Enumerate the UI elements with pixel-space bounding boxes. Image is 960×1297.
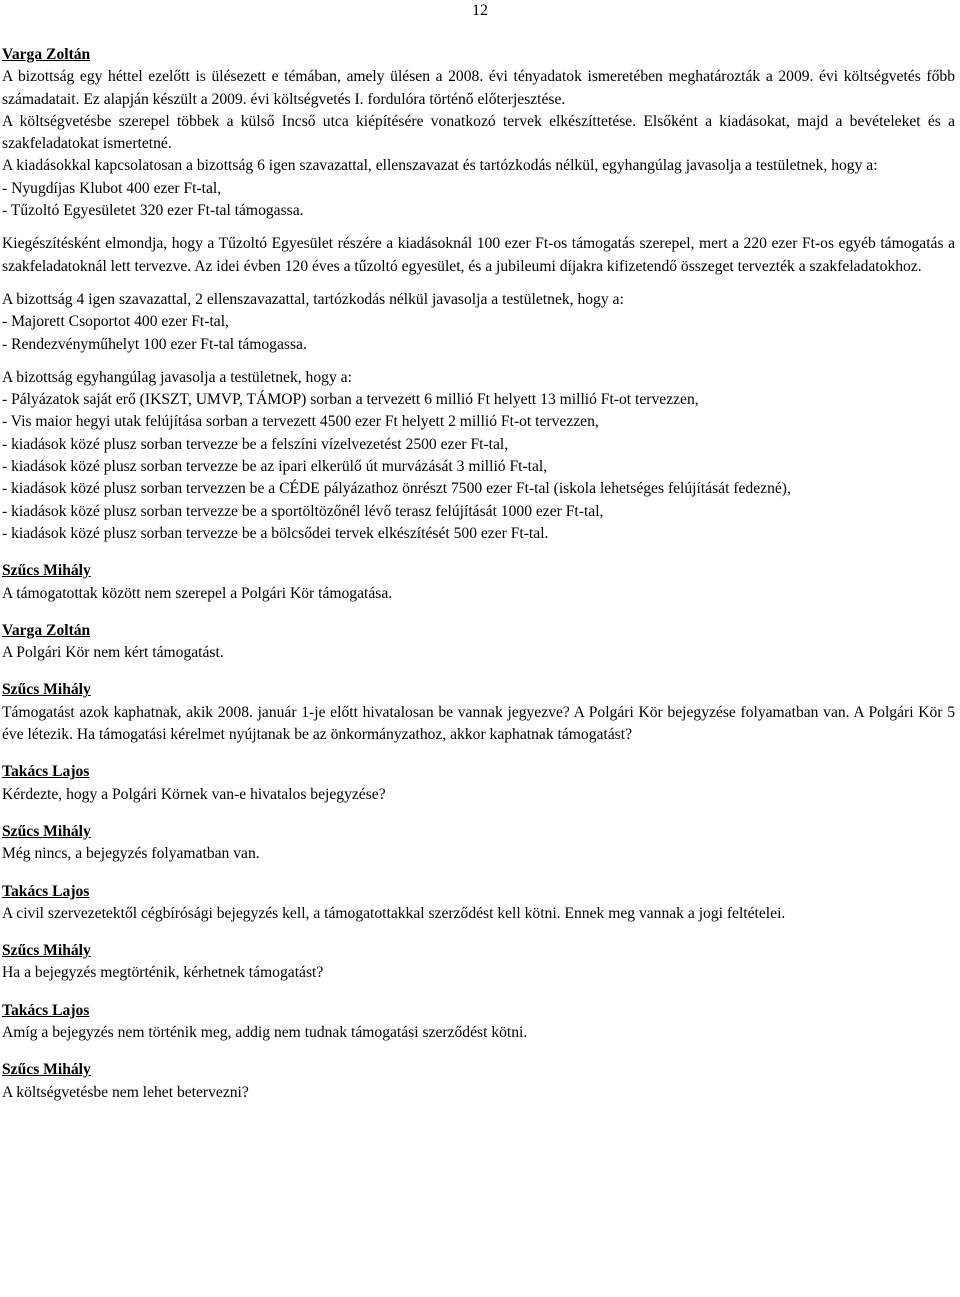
exchange: [2, 1059, 955, 1104]
list-item: - Pályázatok saját erő (IKSZT, UMVP, TÁMOP) sorban a tervezett 6 millió Ft helyett 13 millió Ft-ot tervezzen,: [2, 391, 699, 409]
proposal-list: [2, 389, 955, 545]
speaker-name: Szűcs Mihály: [2, 942, 91, 960]
list-item: - Tűzoltó Egyesületet 320 ezer Ft-tal támogassa.: [2, 202, 304, 220]
speaker-name: Varga Zoltán: [2, 46, 91, 63]
speaker-name: Szűcs Mihály: [2, 562, 91, 580]
paragraph: A bizottság 4 igen szavazattal, 2 ellenszavazattal, tartózkodás nélkül javasolja a testületnek, hogy a:: [2, 290, 624, 308]
list-item: - Rendezvényműhelyt 100 ezer Ft-tal támogassa.: [2, 335, 307, 353]
statement: Kérdezte, hogy a Polgári Körnek van-e hivatalos bejegyzése?: [2, 785, 386, 803]
paragraph: A költségvetésbe szerepel többek a külső Incső utca kiépítésére vonatkozó tervek elkészíttetése. Elsőként a kiadásokat, majd a bevételeket és a szakfeladatokat ismertetné.: [2, 112, 955, 153]
list-item: - kiadások közé plusz sorban tervezze be a bölcsődei tervek elkészítését 500 ezer Ft-tal.: [2, 524, 549, 542]
list-item: - kiadások közé plusz sorban tervezze be a sportöltözőnél lévő terasz felújítását 1000 ezer Ft-tal,: [2, 502, 604, 520]
paragraph: Kiegészítésként elmondja, hogy a Tűzoltó Egyesület részére a kiadásoknál 100 ezer Ft-os támogatás szerepel, mert a 220 ezer Ft-os egyéb támogatás a szakfeladatoknál lett tervezve. Az idei évben 120 éves a tűzoltó egyesület, és a jubileumi díjakra kifizetendő összeget tervezték a szakfeladatokhoz.: [2, 235, 955, 275]
list-item: - kiadások közé plusz sorban tervezze be a felszíni vízelvezetést 2500 ezer Ft-tal,: [2, 435, 509, 453]
minutes-body: [2, 44, 955, 1104]
exchange: [2, 940, 955, 985]
statement: Amíg a bejegyzés nem történik meg, addig nem tudnak támogatási szerződést kötni.: [2, 1023, 528, 1041]
paragraph: A bizottság egyhangúlag javasolja a testületnek, hogy a:: [2, 368, 352, 386]
speaker-name: Szűcs Mihály: [2, 822, 91, 840]
speaker-name: Szűcs Mihály: [2, 681, 91, 699]
statement: A költségvetésbe nem lehet betervezni?: [2, 1083, 249, 1101]
page-number: 12: [472, 2, 488, 19]
exchange: [2, 761, 955, 806]
list-item: - Majorett Csoportot 400 ezer Ft-tal,: [2, 313, 229, 331]
list-item: - kiadások közé plusz sorban tervezzen be a CÉDE pályázathoz önrészt 7500 ezer Ft-tal (iskola lehetséges felújítását fedezné),: [2, 480, 791, 498]
speaker-name: Takács Lajos: [2, 763, 90, 781]
support-list-1: [2, 178, 955, 223]
exchange: [2, 679, 955, 746]
exchange: [2, 560, 955, 605]
statement: Még nincs, a bejegyzés folyamatban van.: [2, 845, 260, 863]
statement: A civil szervezetektől cégbírósági bejegyzés kell, a támogatottakkal szerződést kell kötni. Ennek meg vannak a jogi feltételei.: [2, 904, 786, 922]
paragraph: A kiadásokkal kapcsolatosan a bizottság 6 igen szavazattal, ellenszavazat és tartózkodás nélkül, egyhangúlag javasolja a testületnek, hogy a:: [2, 157, 878, 175]
exchange: [2, 620, 955, 665]
statement: Ha a bejegyzés megtörténik, kérhetnek támogatást?: [2, 964, 324, 982]
support-list-2: [2, 311, 955, 356]
statement: Támogatást azok kaphatnak, akik 2008. január 1-je előtt hivatalosan be vannak jegyezve? A Polgári Kör bejegyzése folyamatban van. A Polgári Kör 5 éve létezik. Ha támogatási kérelmet nyújtanak be az önkormányzathoz, akkor kaphatnak támogatást?: [2, 703, 955, 744]
speaker-name: Takács Lajos: [2, 882, 90, 900]
speaker-name: Varga Zoltán: [2, 621, 91, 639]
exchange: [2, 881, 955, 926]
statement: A támogatottak között nem szerepel a Polgári Kör támogatása.: [2, 584, 393, 602]
list-item: - Vis maior hegyi utak felújítása sorban a tervezett 4500 ezer Ft helyett 2 millió Ft-ot tervezzen,: [2, 413, 599, 431]
paragraph: A bizottság egy héttel ezelőtt is ülésezett e témában, amely ülésen a 2008. évi tényadatok ismeretében meghatározták a 2009. évi költségvetés főbb számadatait. Ez alapján készült a 2009. évi költségvetés I. fordulóra történő előterjesztése.: [2, 68, 955, 108]
statement: A Polgári Kör nem kért támogatást.: [2, 644, 224, 662]
speaker-name: Takács Lajos: [2, 1001, 90, 1019]
exchange: [2, 821, 955, 866]
list-item: - Nyugdíjas Klubot 400 ezer Ft-tal,: [2, 179, 222, 197]
speaker-name: Szűcs Mihály: [2, 1061, 91, 1079]
exchange: [2, 1000, 955, 1045]
list-item: - kiadások közé plusz sorban tervezze be az ipari elkerülő út murvázását 3 millió Ft-tal,: [2, 458, 548, 476]
